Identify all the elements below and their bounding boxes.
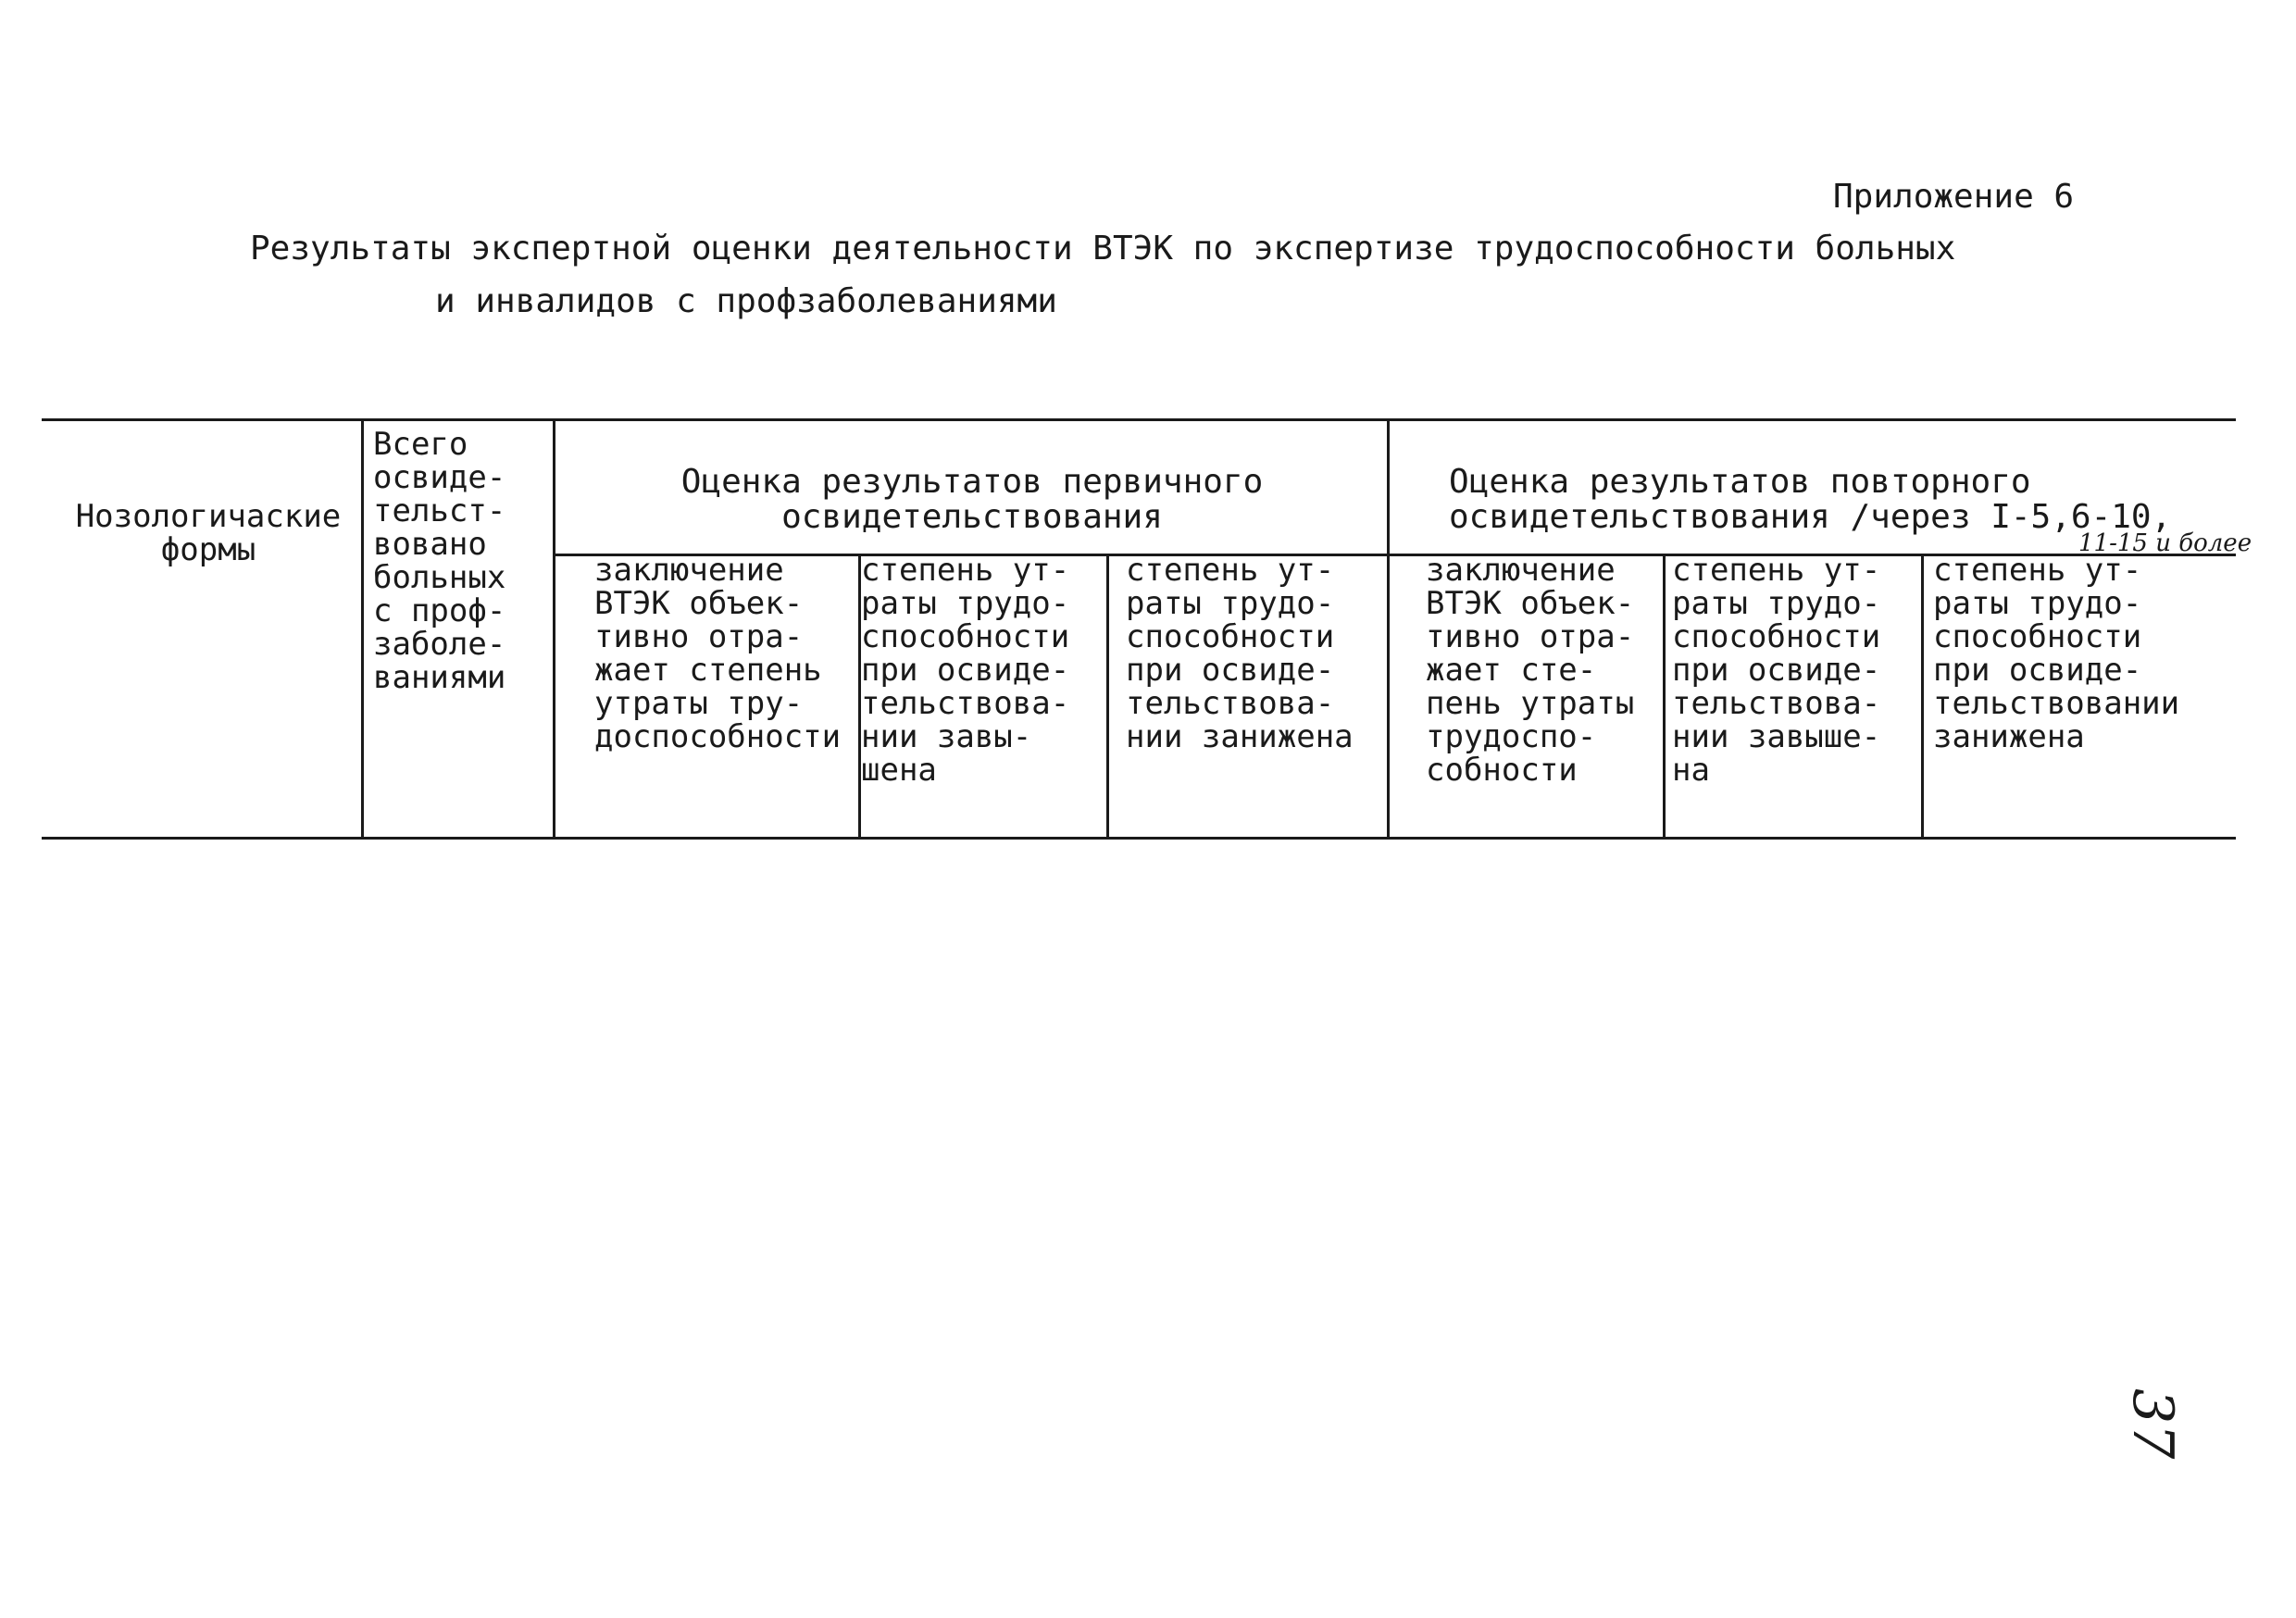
page-number: 37 <box>2120 1388 2185 1460</box>
column-divider <box>1106 554 1109 837</box>
primary-col-underestimated: степень ут- раты трудо- способности при освиде- тельствова- нии занижена <box>1126 552 1354 755</box>
column-divider <box>1921 554 1924 837</box>
handwritten-annotation: 11-15 и более <box>2078 529 2252 557</box>
primary-col-overestimated: степень ут- раты трудо- способности при освиде- тельствова- нии завы- шена <box>861 552 1070 789</box>
table-bottom-border <box>42 837 2236 840</box>
column-divider <box>361 418 364 837</box>
repeat-col-overestimated: степень ут- раты трудо- способности при освиде- тельствова- нии завыше- на <box>1672 552 1881 789</box>
document-title-line-1: Результаты экспертной оценки деятельности ВТЭК по экспертизе трудоспособности больных <box>250 230 1956 268</box>
header-repeat-examination: Оценка результатов повторного освидетельствования /через I-5,6-10, <box>1449 463 2172 536</box>
repeat-col-underestimated: степень ут- раты трудо- способности при освиде- тельствовании занижена <box>1933 552 2180 755</box>
column-divider <box>1387 418 1390 837</box>
header-total-examined: Всего освиде- тельст- вовано больных с проф- заболе- ваниями <box>373 426 506 696</box>
document-title-line-2: и инвалидов с профзаболеваниями <box>435 282 1057 320</box>
column-divider <box>1663 554 1666 837</box>
header-primary-examination: Оценка результатов первичного освидетельствования <box>680 463 1264 536</box>
primary-col-objective: заключение ВТЭК объек- тивно отра- жает степень утраты тру- доспособности <box>594 552 842 755</box>
header-nosology-forms: Нозологичаские формы <box>75 498 342 568</box>
table-top-border <box>42 418 2236 421</box>
column-divider <box>553 418 555 837</box>
appendix-label: Приложение 6 <box>1833 178 2075 216</box>
repeat-col-objective: заключение ВТЭК объек- тивно отра- жает сте- пень утраты трудоспо- собности <box>1426 552 1635 789</box>
